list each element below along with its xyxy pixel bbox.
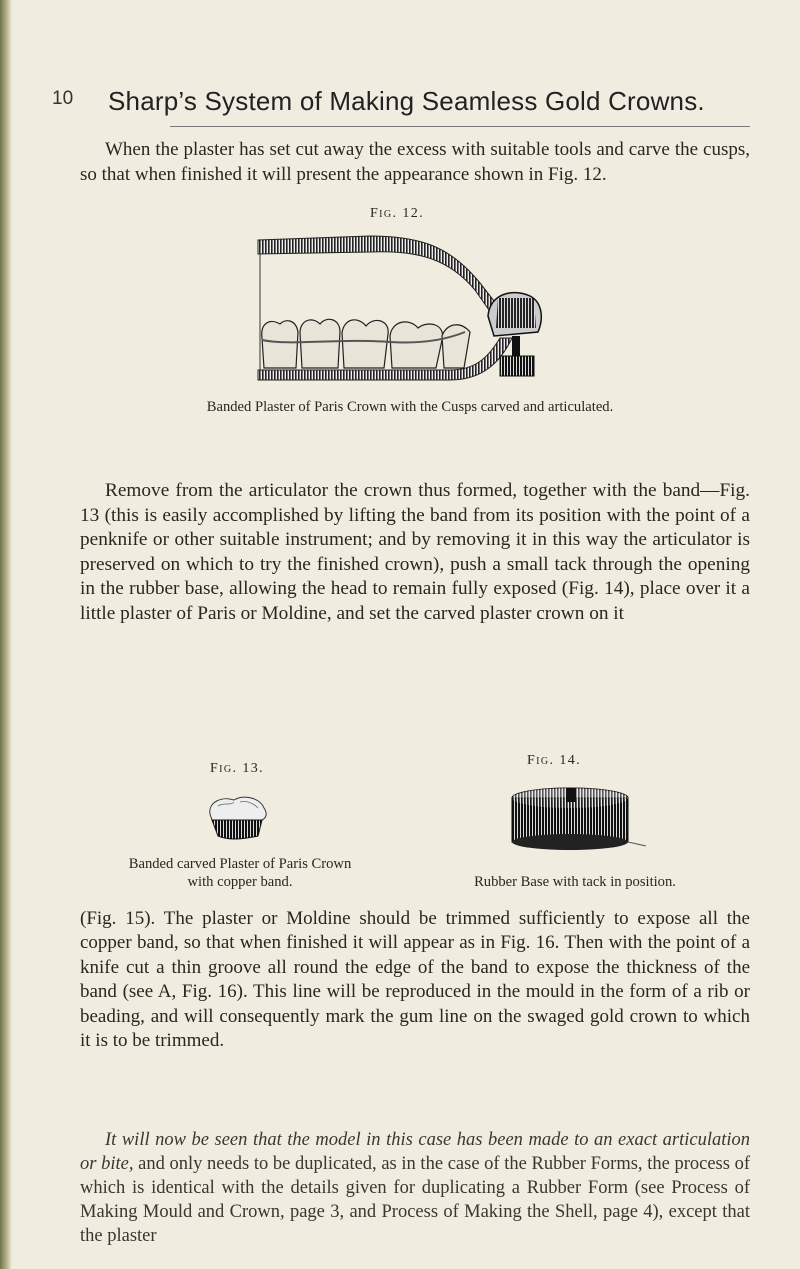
fig14-illustration xyxy=(500,784,650,854)
fig12-caption: Banded Plaster of Paris Crown with the Cusps carved and articulated. xyxy=(206,399,614,415)
paragraph-4-italic: It will now be seen that the model in this case has been made to an exact articulation or bite, xyxy=(80,1130,750,1174)
fig13-illustration xyxy=(200,792,280,842)
page-number: 10 xyxy=(52,88,74,109)
paragraph-1: When the plaster has set cut away the excess with suitable tools and carve the cusps, so that when finished it will present the appearance shown in Fig. 12. xyxy=(80,139,750,185)
page-binding-edge xyxy=(0,0,12,1269)
fig12-illustration xyxy=(250,228,560,383)
page-header xyxy=(52,84,742,124)
fig13-caption-line1: Banded carved Plaster of Paris Crown xyxy=(128,856,352,872)
fig13-caption-line2: with copper band. xyxy=(187,874,293,890)
header-rule xyxy=(170,126,750,127)
paragraph-4 xyxy=(80,1128,750,1248)
paragraph-4-rest: and only needs to be duplicated, as in the case of the Rubber Forms, the process of which is identical with the details given for duplicating a Rubber Form (see Process of Making Mould and Crown, page 3, and Process of Making the Shell, page 4), except that the plaster xyxy=(80,1154,750,1246)
paragraph-2: Remove from the articulator the crown thus formed, together with the band—Fig. 13 (this is easily accomplished by lifting the band from its position with the point of a penknife or other suitable instrument; and by removing it in this way the articulator is preserved on which to try the finished crown), push a small tack through the opening in the rubber base, allowing the head to remain fully exposed (Fig. 14), place over it a little plaster of Paris or Moldine, and set the carved plaster crown on it xyxy=(80,480,750,624)
fig13-label: Fig. 13. xyxy=(210,761,265,776)
paragraph-3: (Fig. 15). The plaster or Moldine should be trimmed sufficiently to expose all the copper band, so that when finished it will appear as in Fig. 16. Then with the point of a knife cut a thin groove all round the edge of the band to expose the thickness of the band (see A, Fig. 16). This line will be reproduced in the mould in the form of a rib or beading, and will consequently mark the gum line on the swaged gold crown to which it is to be trimmed. xyxy=(80,908,750,1052)
running-title: Sharp’s System of Making Seamless Gold Crowns. xyxy=(108,86,705,116)
fig12-label: Fig. 12. xyxy=(370,206,425,221)
fig14-caption: Rubber Base with tack in position. xyxy=(474,874,676,890)
fig14-label: Fig. 14. xyxy=(527,753,582,768)
